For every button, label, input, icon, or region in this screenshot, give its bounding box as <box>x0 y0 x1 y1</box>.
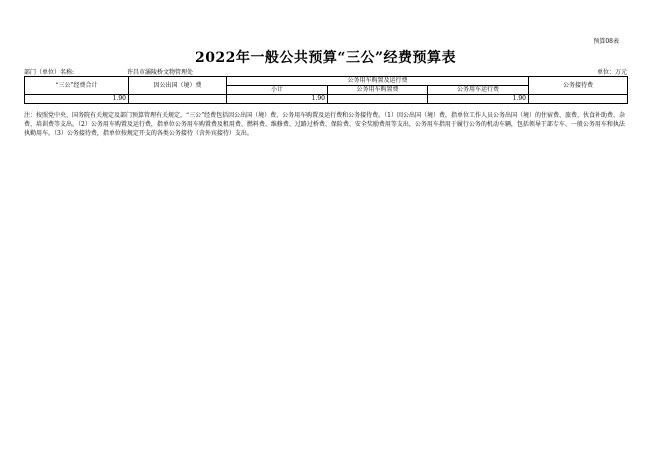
department-row <box>24 67 627 76</box>
department-label: 部门（单位）名称: <box>24 69 75 76</box>
cell-abroad <box>129 95 227 104</box>
page-title: 2022年一般公共预算“三公”经费预算表 <box>194 50 457 66</box>
header-abroad: 因公出国（境）费 <box>129 77 227 95</box>
table-row <box>25 95 628 104</box>
cell-subtotal: 1.90 <box>227 95 328 104</box>
header-purchase: 公务用车购置费 <box>328 86 428 95</box>
budget-table <box>24 76 628 104</box>
cell-operation: 1.90 <box>428 95 529 104</box>
department-name: 许昌市灞陵桥文物管理处 <box>127 69 194 76</box>
header-vehicle-group: 公务用车购置及运行费 <box>227 77 529 86</box>
footnote: 注：按照党中央、国务院有关规定及部门预算管理有关规定，“三公”经费包括因公出国（境）费、公务用车购置及运行费和公务接待费。（1）因公出国（境）费，指单位工作人员公务出国（境）的住宿费、旅费、伙食补助费、杂费、培训费等支出。（2）公务用车购置及运行费，指单位公务用车购置费及租用费、燃料费、维修费、过路过桥费、保险费、安全奖励费用等支出，公务用车指用于履行公务的机动车辆，包括领导干部专车、一般公务用车和执法执勤用车。（3）公务接待费，指单位按规定开支的各类公务接待（含外宾接待）支出。 <box>24 112 625 137</box>
cell-total: 1.90 <box>25 95 129 104</box>
header-subtotal: 小计 <box>227 86 328 95</box>
form-number: 预算08表 <box>593 38 619 45</box>
unit-label: 单位：万元 <box>596 69 627 76</box>
header-reception: 公务接待费 <box>529 77 628 95</box>
cell-reception <box>529 95 628 104</box>
cell-purchase <box>328 95 428 104</box>
header-operation: 公务用车运行费 <box>428 86 529 95</box>
header-total: “三公”经费合计 <box>25 77 129 95</box>
